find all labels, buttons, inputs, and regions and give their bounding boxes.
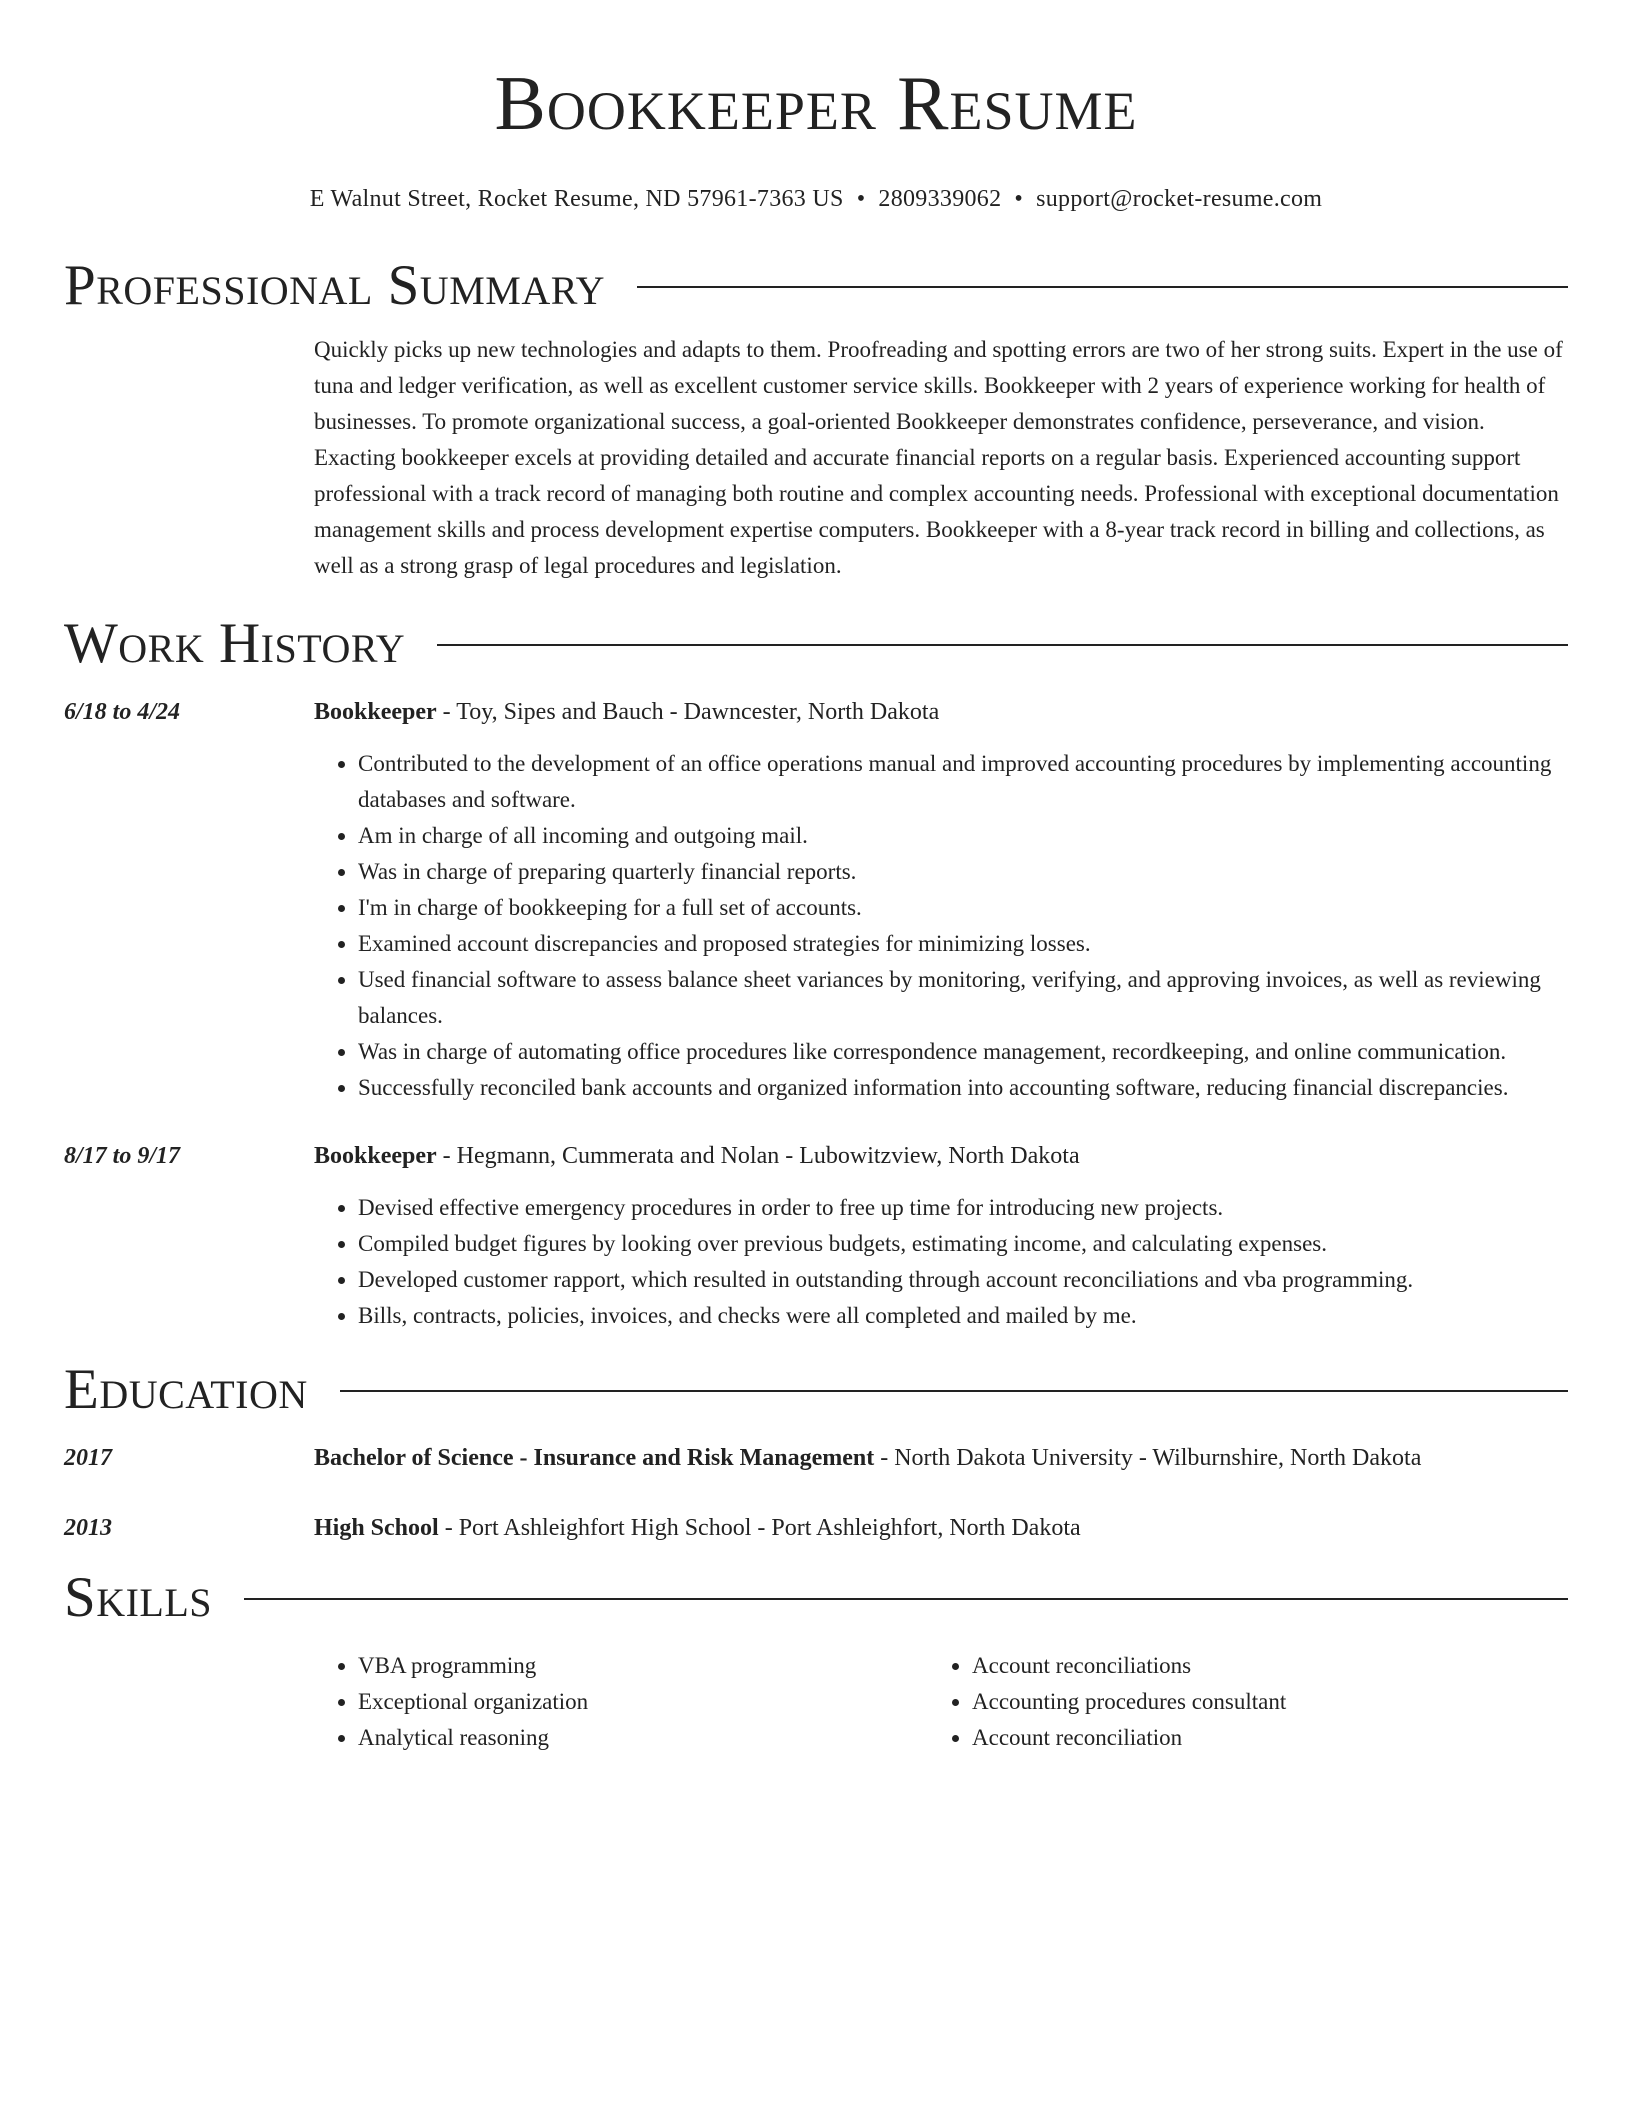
job-bullet: • Devised effective emergency procedures in order to free up time for introducing new projects.: [358, 1190, 1568, 1226]
job-details: - Hegmann, Cummerata and Nolan - Lubowitzview, North Dakota: [436, 1143, 1080, 1169]
work-section-header: [64, 612, 1568, 676]
section-divider: [437, 644, 1568, 646]
job-bullet: • Am in charge of all incoming and outgoing mail.: [358, 818, 1568, 854]
skill-item: • Account reconciliations: [972, 1648, 1542, 1684]
skills-section-header: [64, 1566, 1568, 1630]
skill-item: • Accounting procedures consultant: [972, 1684, 1542, 1720]
job-entry: [64, 1138, 1568, 1334]
job-heading: [314, 1138, 1568, 1174]
education-entry: [64, 1440, 1568, 1476]
education-details: - North Dakota University - Wilburnshire, North Dakota: [874, 1445, 1422, 1471]
education-heading: [314, 1440, 1568, 1476]
work-section-title: Work History: [64, 612, 406, 675]
education-year: 2017: [64, 1445, 112, 1471]
job-bullet: • Contributed to the development of an office operations manual and improved accounting procedures by implementing accounting databases and software.: [358, 746, 1568, 818]
education-body: [314, 1440, 1568, 1476]
job-bullet: • I'm in charge of bookkeeping for a full set of accounts.: [358, 890, 1568, 926]
summary-section-title: Professional Summary: [64, 254, 606, 317]
skills-column-right: [928, 1648, 1542, 1756]
section-divider: [244, 1598, 1568, 1600]
job-bullet: • Examined account discrepancies and proposed strategies for minimizing losses.: [358, 926, 1568, 962]
contact-line: [64, 184, 1568, 214]
job-bullet: • Was in charge of preparing quarterly financial reports.: [358, 854, 1568, 890]
job-bullet: • Used financial software to assess balance sheet variances by monitoring, verifying, and approving invoices, as well as reviewing balances.: [358, 962, 1568, 1034]
job-bullet: • Developed customer rapport, which resulted in outstanding through account reconciliations and vba programming.: [358, 1262, 1568, 1298]
job-bullets: [314, 746, 1568, 1106]
summary-text: Quickly picks up new technologies and adapts to them. Proofreading and spotting errors are two of her strong suits. Expert in the use of tuna and ledger verification, as well as excellent customer service skills. Bookkeeper with 2 years of experience working for health of businesses. To promote organizational success, a goal-oriented Bookkeeper demonstrates confidence, perseverance, and vision. Exacting bookkeeper excels at providing detailed and accurate financial reports on a regular basis. Experienced accounting support professional with a track record of managing both routine and complex accounting needs. Professional with exceptional documentation management skills and process development expertise computers. Bookkeeper with a 8-year track record in billing and collections, as well as a strong grasp of legal procedures and legislation.: [314, 337, 1563, 578]
job-body: [314, 694, 1568, 1106]
skill-item: • Account reconciliation: [972, 1720, 1542, 1756]
education-body: [314, 1510, 1568, 1546]
job-dates: 6/18 to 4/24: [64, 699, 181, 725]
education-degree: Bachelor of Science - Insurance and Risk Management: [314, 1445, 875, 1471]
job-role: Bookkeeper: [314, 699, 437, 725]
skills-column-left: [314, 1648, 928, 1756]
job-details: - Toy, Sipes and Bauch - Dawncester, North Dakota: [436, 699, 940, 725]
resume-name: Bookkeeper Resume: [494, 60, 1138, 146]
job-heading: [314, 694, 1568, 730]
education-heading: [314, 1510, 1568, 1546]
contact-email: support@rocket-resume.com: [1036, 186, 1323, 212]
section-divider: [340, 1390, 1568, 1392]
skills-list: [314, 1648, 1568, 1756]
job-body: [314, 1138, 1568, 1334]
job-entry: [64, 694, 1568, 1106]
job-dates: 8/17 to 9/17: [64, 1143, 181, 1169]
contact-separator: •: [1014, 186, 1024, 212]
job-bullet: • Bills, contracts, policies, invoices, and checks were all completed and mailed by me.: [358, 1298, 1568, 1334]
education-degree: High School: [314, 1515, 439, 1541]
summary-section-header: [64, 254, 1568, 318]
education-section-header: [64, 1358, 1568, 1422]
skills-section-title: Skills: [64, 1566, 213, 1629]
education-section-title: Education: [64, 1358, 308, 1421]
contact-address: E Walnut Street, Rocket Resume, ND 57961-7363 US: [309, 186, 844, 212]
education-details: - Port Ashleighfort High School - Port Ashleighfort, North Dakota: [438, 1515, 1081, 1541]
skill-item: • Analytical reasoning: [358, 1720, 928, 1756]
education-year: 2013: [64, 1515, 112, 1541]
job-role: Bookkeeper: [314, 1143, 437, 1169]
contact-separator: •: [856, 186, 866, 212]
job-bullet: • Successfully reconciled bank accounts and organized information into accounting software, reducing financial discrepancies.: [358, 1070, 1568, 1106]
skill-item: • Exceptional organization: [358, 1684, 928, 1720]
job-bullet: • Compiled budget figures by looking over previous budgets, estimating income, and calculating expenses.: [358, 1226, 1568, 1262]
skill-item: • VBA programming: [358, 1648, 928, 1684]
job-bullets: [314, 1190, 1568, 1334]
section-divider: [637, 286, 1568, 288]
education-entry: [64, 1510, 1568, 1546]
contact-phone: 2809339062: [878, 186, 1002, 212]
job-bullet: • Was in charge of automating office procedures like correspondence management, recordkeeping, and online communication.: [358, 1034, 1568, 1070]
